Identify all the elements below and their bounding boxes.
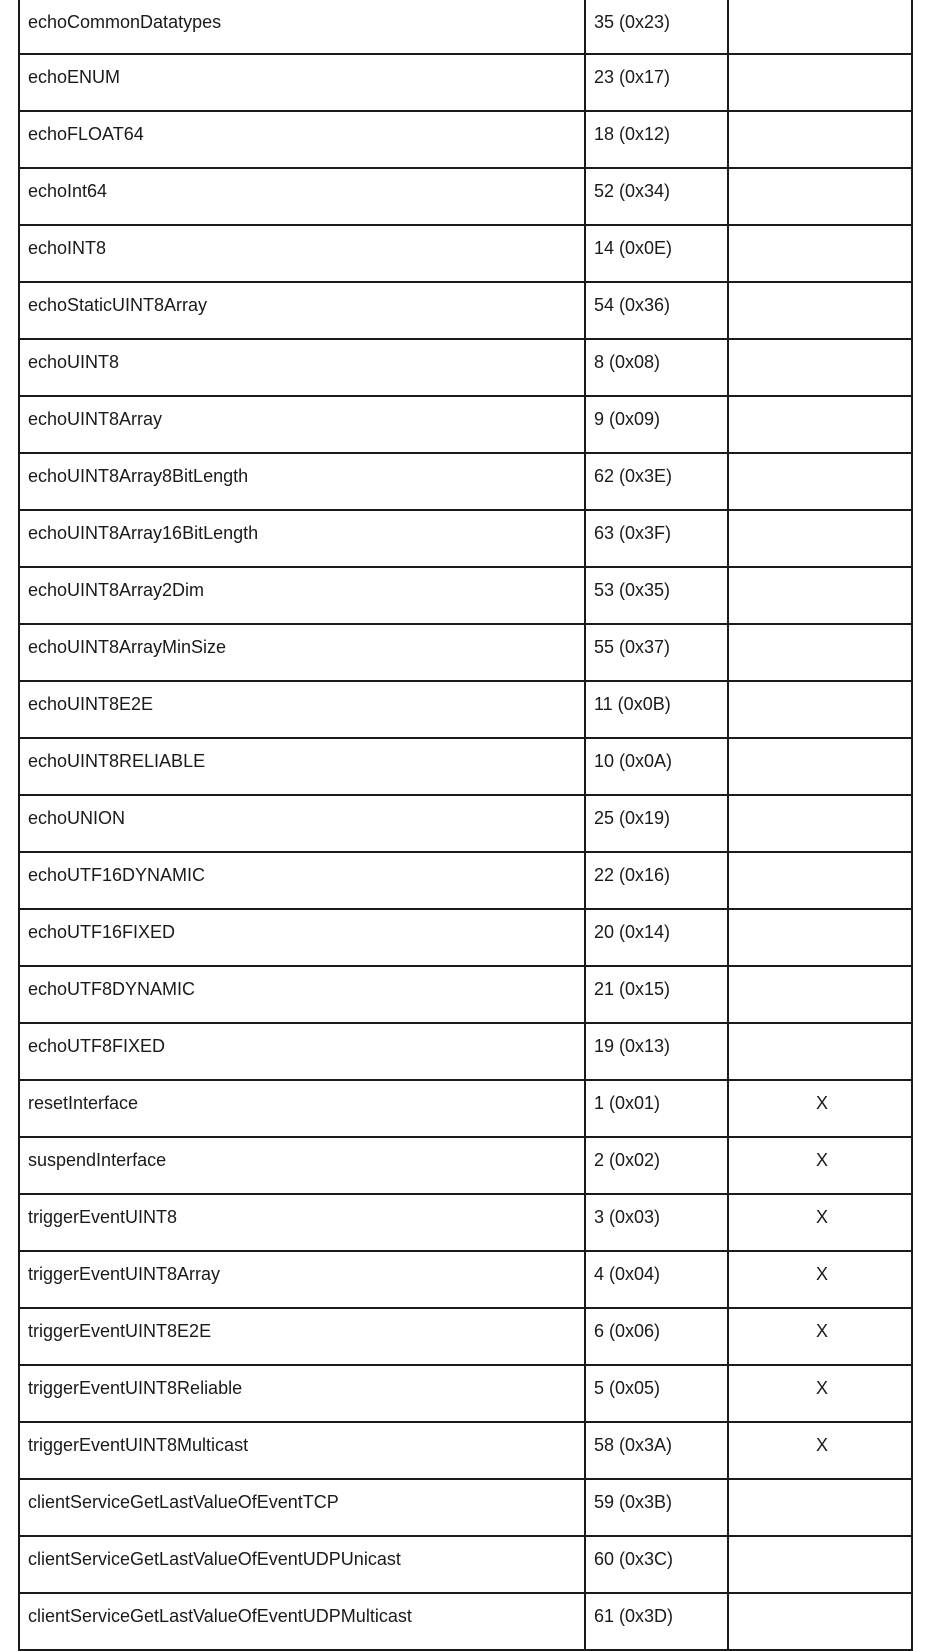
method-id-cell-text: 18 (0x12) (594, 124, 671, 144)
method-id-cell-text: 60 (0x3C) (594, 1549, 674, 1569)
method-id-cell (585, 0, 728, 54)
method-id-cell-text: 2 (0x02) (594, 1150, 661, 1170)
method-id-cell (585, 1080, 728, 1137)
method-name-cell (19, 453, 585, 510)
flag-cell (728, 396, 912, 453)
method-name-cell (19, 624, 585, 681)
table-row (19, 282, 912, 339)
table-row (19, 1365, 912, 1422)
table-body (19, 0, 912, 1650)
flag-cell-text (729, 397, 911, 409)
flag-cell-text (729, 226, 911, 238)
method-id-cell-text: 3 (0x03) (594, 1207, 661, 1227)
method-name-cell-text: echoUINT8E2E (28, 694, 154, 714)
table-row (19, 624, 912, 681)
method-id-table (18, 0, 913, 1651)
table-row (19, 168, 912, 225)
flag-cell (728, 282, 912, 339)
method-id-cell (585, 111, 728, 168)
method-id-cell-text: 21 (0x15) (594, 979, 671, 999)
method-name-cell-text: echoUNION (28, 808, 126, 828)
method-name-cell (19, 282, 585, 339)
flag-cell (728, 1593, 912, 1650)
table-row (19, 453, 912, 510)
flag-cell (728, 909, 912, 966)
method-name-cell (19, 510, 585, 567)
table-row (19, 1251, 912, 1308)
method-name-cell (19, 1194, 585, 1251)
method-id-cell-text: 5 (0x05) (594, 1378, 661, 1398)
flag-cell-text (729, 1480, 911, 1492)
flag-cell-text (729, 796, 911, 808)
method-name-cell-text: triggerEventUINT8Reliable (28, 1378, 243, 1398)
method-name-cell-text: echoUINT8 (28, 352, 120, 372)
method-name-cell-text: clientServiceGetLastValueOfEventUDPUnicast (28, 1549, 401, 1569)
method-name-cell (19, 225, 585, 282)
flag-cell (728, 0, 912, 54)
method-id-cell (585, 1023, 728, 1080)
method-name-cell (19, 738, 585, 795)
method-id-cell-text: 11 (0x0B) (594, 694, 671, 714)
method-name-cell-text: echoUINT8Array2Dim (28, 580, 205, 600)
method-id-cell-text: 6 (0x06) (594, 1321, 661, 1341)
method-id-cell-text: 10 (0x0A) (594, 751, 673, 771)
method-name-cell (19, 168, 585, 225)
method-id-cell (585, 453, 728, 510)
method-id-cell (585, 567, 728, 624)
flag-cell (728, 567, 912, 624)
method-name-cell-text: echoENUM (28, 67, 121, 87)
flag-cell (728, 852, 912, 909)
table-row (19, 1479, 912, 1536)
table-row (19, 510, 912, 567)
table-row (19, 909, 912, 966)
flag-cell-text: X (815, 1321, 828, 1341)
flag-cell (728, 681, 912, 738)
table-row (19, 1137, 912, 1194)
method-id-cell-text: 53 (0x35) (594, 580, 671, 600)
table-row (19, 1593, 912, 1650)
method-id-cell (585, 1536, 728, 1593)
table-row (19, 1080, 912, 1137)
flag-cell (728, 1536, 912, 1593)
flag-cell (728, 54, 912, 111)
method-name-cell (19, 567, 585, 624)
table-row (19, 1422, 912, 1479)
method-id-cell (585, 168, 728, 225)
table-row (19, 966, 912, 1023)
table-row (19, 1308, 912, 1365)
method-name-cell (19, 1308, 585, 1365)
flag-cell (728, 510, 912, 567)
method-id-cell (585, 396, 728, 453)
method-name-cell (19, 1422, 585, 1479)
flag-cell (728, 1137, 912, 1194)
flag-cell-text (729, 967, 911, 979)
flag-cell (728, 1194, 912, 1251)
method-id-cell (585, 795, 728, 852)
method-id-cell (585, 852, 728, 909)
method-name-cell-text: clientServiceGetLastValueOfEventUDPMulticast (28, 1606, 412, 1626)
method-id-cell (585, 738, 728, 795)
method-name-cell-text: echoUINT8ArrayMinSize (28, 637, 227, 657)
method-id-cell (585, 510, 728, 567)
method-id-cell (585, 1422, 728, 1479)
method-id-cell (585, 1479, 728, 1536)
method-name-cell-text: triggerEventUINT8Array (28, 1264, 221, 1284)
flag-cell (728, 1080, 912, 1137)
flag-cell-text (729, 169, 911, 181)
method-id-cell-text: 55 (0x37) (594, 637, 671, 657)
flag-cell-text: X (815, 1435, 828, 1455)
flag-cell-text: X (815, 1150, 828, 1170)
method-id-cell (585, 1194, 728, 1251)
method-id-cell-text: 4 (0x04) (594, 1264, 661, 1284)
method-name-cell-text: echoUTF8FIXED (28, 1036, 166, 1056)
method-name-cell (19, 1251, 585, 1308)
flag-cell-text (729, 112, 911, 124)
method-id-cell-text: 23 (0x17) (594, 67, 671, 87)
method-name-cell (19, 966, 585, 1023)
method-name-cell-text: resetInterface (28, 1093, 139, 1113)
flag-cell (728, 1023, 912, 1080)
method-name-cell (19, 0, 585, 54)
flag-cell-text (729, 55, 911, 67)
method-name-cell-text: suspendInterface (28, 1150, 167, 1170)
method-id-cell (585, 1593, 728, 1650)
table-row (19, 396, 912, 453)
method-name-cell-text: echoInt64 (28, 181, 108, 201)
flag-cell (728, 1308, 912, 1365)
method-name-cell (19, 111, 585, 168)
flag-cell-text (729, 454, 911, 466)
flag-cell (728, 339, 912, 396)
method-name-cell (19, 681, 585, 738)
method-id-cell-text: 14 (0x0E) (594, 238, 673, 258)
method-name-cell-text: triggerEventUINT8Multicast (28, 1435, 249, 1455)
flag-cell (728, 1251, 912, 1308)
method-id-cell (585, 681, 728, 738)
method-name-cell-text: echoStaticUINT8Array (28, 295, 208, 315)
method-name-cell (19, 1137, 585, 1194)
table-row (19, 339, 912, 396)
flag-cell-text: X (815, 1207, 828, 1227)
method-id-cell-text: 19 (0x13) (594, 1036, 671, 1056)
method-name-cell (19, 1365, 585, 1422)
method-id-cell (585, 339, 728, 396)
flag-cell (728, 225, 912, 282)
flag-cell-text (729, 910, 911, 922)
table-row (19, 111, 912, 168)
method-name-cell (19, 795, 585, 852)
method-name-cell-text: echoUTF16FIXED (28, 922, 176, 942)
flag-cell-text (729, 568, 911, 580)
method-name-cell-text: echoUTF16DYNAMIC (28, 865, 206, 885)
method-name-cell-text: triggerEventUINT8 (28, 1207, 178, 1227)
flag-cell (728, 1422, 912, 1479)
flag-cell-text (729, 739, 911, 751)
method-id-cell-text: 52 (0x34) (594, 181, 671, 201)
method-name-cell (19, 852, 585, 909)
flag-cell-text (729, 1594, 911, 1606)
table-row (19, 54, 912, 111)
flag-cell-text (729, 1537, 911, 1549)
method-name-cell (19, 54, 585, 111)
table-row (19, 0, 912, 54)
method-id-cell (585, 966, 728, 1023)
flag-cell-text (729, 0, 911, 12)
method-id-cell (585, 1137, 728, 1194)
flag-cell (728, 111, 912, 168)
method-name-cell (19, 339, 585, 396)
method-id-cell-text: 63 (0x3F) (594, 523, 672, 543)
method-name-cell-text: echoINT8 (28, 238, 107, 258)
method-id-cell-text: 1 (0x01) (594, 1093, 661, 1113)
flag-cell (728, 1365, 912, 1422)
flag-cell-text (729, 1024, 911, 1036)
flag-cell-text: X (815, 1093, 828, 1113)
method-id-cell (585, 1308, 728, 1365)
method-name-cell-text: echoUINT8Array (28, 409, 163, 429)
method-id-cell-text: 62 (0x3E) (594, 466, 673, 486)
flag-cell-text (729, 682, 911, 694)
table-row (19, 1536, 912, 1593)
flag-cell-text (729, 340, 911, 352)
method-id-cell-text: 8 (0x08) (594, 352, 661, 372)
method-name-cell (19, 1080, 585, 1137)
method-id-cell-text: 61 (0x3D) (594, 1606, 674, 1626)
flag-cell-text: X (815, 1264, 828, 1284)
method-name-cell-text: echoUINT8RELIABLE (28, 751, 206, 771)
table-row (19, 852, 912, 909)
method-id-cell-text: 35 (0x23) (594, 12, 671, 32)
flag-cell (728, 1479, 912, 1536)
method-id-cell (585, 909, 728, 966)
method-id-cell-text: 9 (0x09) (594, 409, 661, 429)
method-name-cell (19, 396, 585, 453)
flag-cell (728, 624, 912, 681)
method-name-cell-text: clientServiceGetLastValueOfEventTCP (28, 1492, 339, 1512)
method-id-cell (585, 1365, 728, 1422)
method-name-cell-text: echoUINT8Array16BitLength (28, 523, 259, 543)
method-name-cell (19, 1593, 585, 1650)
flag-cell-text: X (815, 1378, 828, 1398)
method-id-cell (585, 225, 728, 282)
method-id-cell-text: 20 (0x14) (594, 922, 671, 942)
flag-cell-text (729, 511, 911, 523)
method-id-cell (585, 54, 728, 111)
method-id-cell-text: 59 (0x3B) (594, 1492, 673, 1512)
flag-cell-text (729, 625, 911, 637)
flag-cell (728, 966, 912, 1023)
method-name-cell (19, 909, 585, 966)
flag-cell (728, 738, 912, 795)
flag-cell-text (729, 853, 911, 865)
flag-cell (728, 168, 912, 225)
table-row (19, 795, 912, 852)
table-row (19, 567, 912, 624)
method-id-cell-text: 25 (0x19) (594, 808, 671, 828)
method-id-cell (585, 1251, 728, 1308)
table-row (19, 738, 912, 795)
table-row (19, 681, 912, 738)
table-row (19, 1194, 912, 1251)
flag-cell (728, 795, 912, 852)
method-id-cell-text: 58 (0x3A) (594, 1435, 673, 1455)
table-row (19, 1023, 912, 1080)
method-id-cell (585, 624, 728, 681)
method-name-cell-text: echoUTF8DYNAMIC (28, 979, 196, 999)
flag-cell-text (729, 283, 911, 295)
method-name-cell-text: echoUINT8Array8BitLength (28, 466, 249, 486)
method-id-cell-text: 22 (0x16) (594, 865, 671, 885)
method-id-cell (585, 282, 728, 339)
method-name-cell (19, 1479, 585, 1536)
method-name-cell-text: echoFLOAT64 (28, 124, 144, 144)
table-row (19, 225, 912, 282)
method-id-cell-text: 54 (0x36) (594, 295, 671, 315)
method-name-cell (19, 1536, 585, 1593)
method-name-cell-text: echoCommonDatatypes (28, 12, 222, 32)
flag-cell (728, 453, 912, 510)
method-name-cell-text: triggerEventUINT8E2E (28, 1321, 212, 1341)
method-name-cell (19, 1023, 585, 1080)
